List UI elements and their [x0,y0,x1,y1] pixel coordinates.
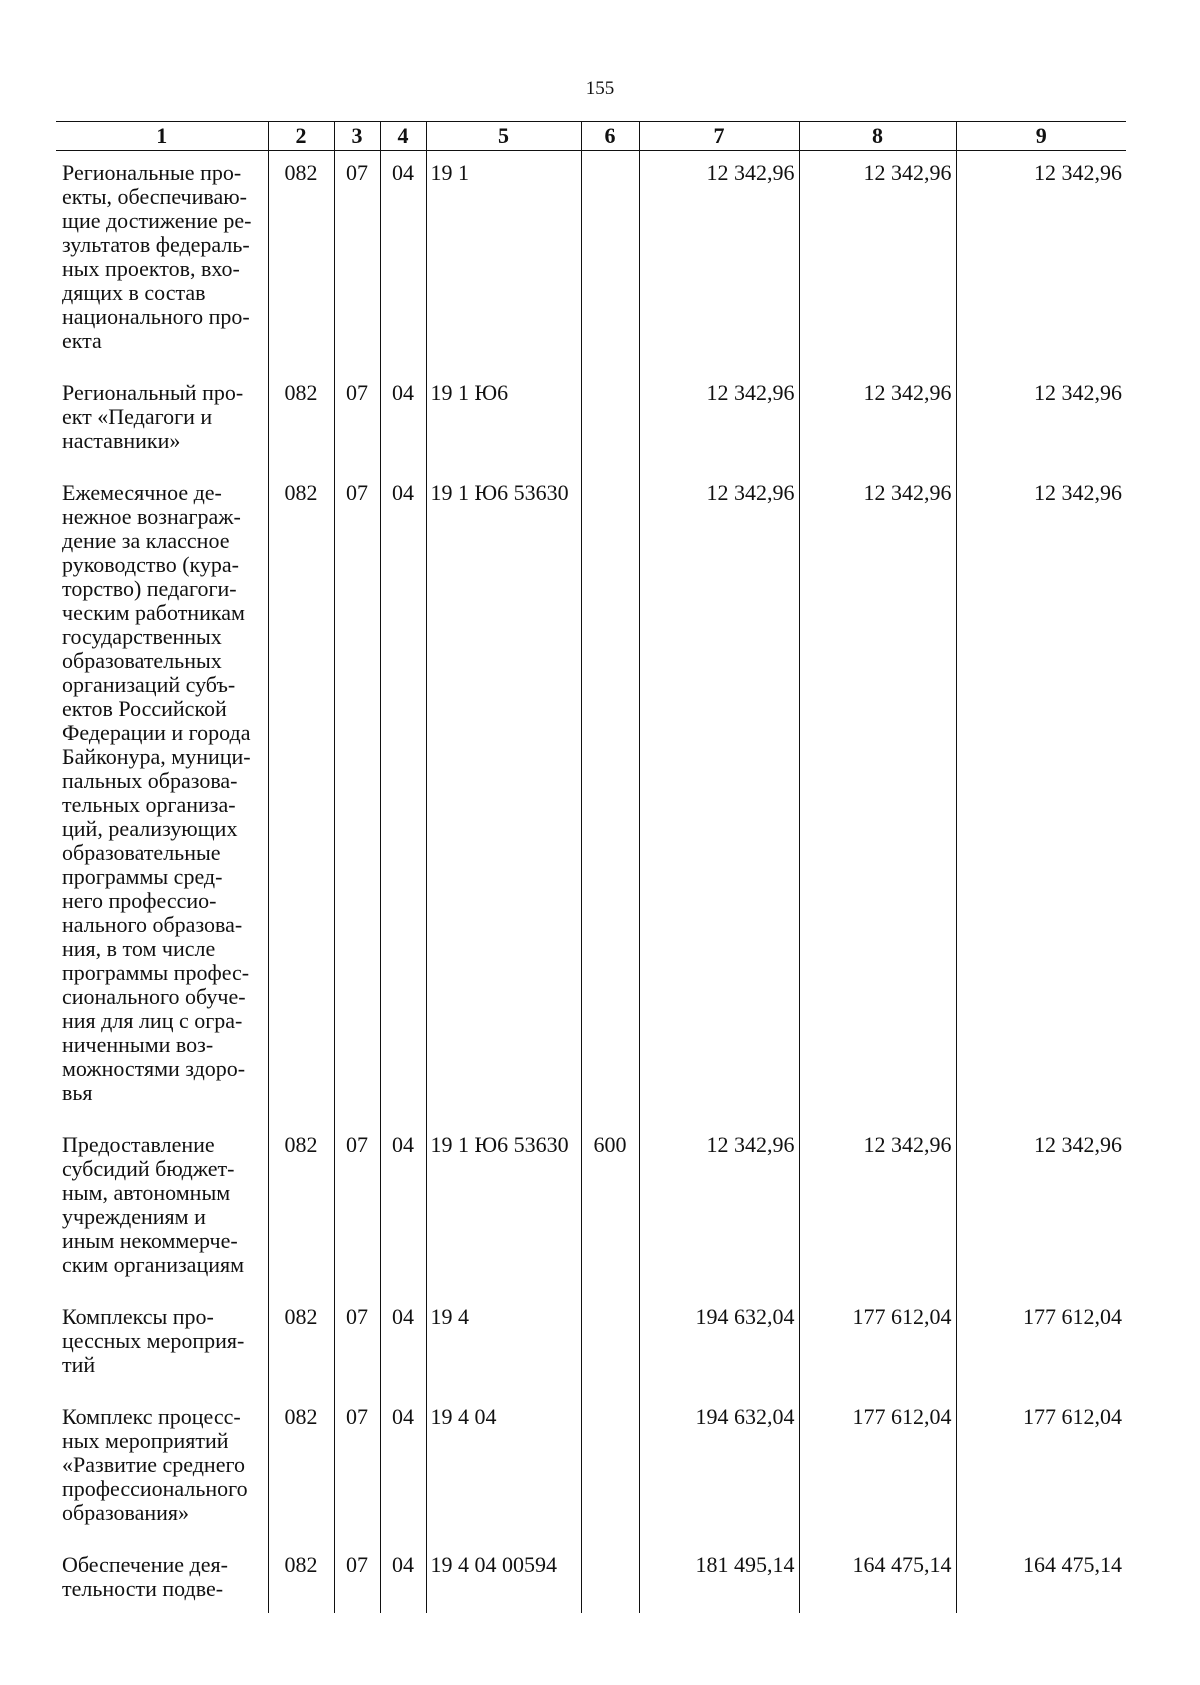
row-name: Региональный про- ект «Педагоги и наставники» [62,380,244,453]
expense-type-code [581,151,639,372]
target-article-code: 19 4 04 [426,1395,581,1543]
amount-year-3: 12 342,96 [956,471,1126,1123]
expense-type-code [581,1543,639,1613]
row-name: Предоставление субсидий бюджет- ным, автономным учреждениям и иным некоммерче- ским организациям [62,1132,245,1277]
amount-year-1: 12 342,96 [639,471,799,1123]
admin-code: 082 [268,1543,334,1613]
amount-year-2: 12 342,96 [799,151,956,372]
column-header-6: 6 [581,122,639,151]
column-header-1: 1 [56,122,268,151]
admin-code: 082 [268,1295,334,1395]
expense-type-code [581,471,639,1123]
row-name: Ежемесячное де- нежное вознаграж- дение за классное руководство (кура- торство) педагоги- ческим работникам государственных образовательных организаций субъ- ектов Российской Федерации и города Байконура, муници- пальных образова- тельных организа- ций, реализующих образовательные программы сред- него профессио- нального образова- ния, в том числе программы профес- сионального обуче- ния для лиц с огра- ниченными воз- можностями здоро- вья [62,480,251,1105]
section-code: 07 [334,151,380,372]
row-name: Региональные про- екты, обеспечиваю- щие достижение ре- зультатов федераль- ных проектов, вхо- дящих в состав национального про- екта [62,160,252,353]
row-name: Комплекс процесс- ных мероприятий «Развитие среднего профессионального образования» [62,1404,248,1525]
subsection-code: 04 [380,371,426,471]
amount-year-1: 194 632,04 [639,1295,799,1395]
target-article-code: 19 4 04 00594 [426,1543,581,1613]
section-code: 07 [334,1123,380,1295]
target-article-code: 19 4 [426,1295,581,1395]
column-header-7: 7 [639,122,799,151]
table-row [56,1123,1126,1295]
section-code: 07 [334,471,380,1123]
amount-year-3: 164 475,14 [956,1543,1126,1613]
amount-year-1: 12 342,96 [639,151,799,372]
amount-year-3: 177 612,04 [956,1295,1126,1395]
header-row [56,122,1126,151]
subsection-code: 04 [380,1123,426,1295]
column-header-5: 5 [426,122,581,151]
target-article-code: 19 1 Ю6 53630 [426,471,581,1123]
subsection-code: 04 [380,1295,426,1395]
section-code: 07 [334,1395,380,1543]
column-header-8: 8 [799,122,956,151]
table-row [56,1543,1126,1613]
row-name: Обеспечение дея- тельности подве- [62,1552,228,1601]
expense-type-code: 600 [581,1123,639,1295]
section-code: 07 [334,1295,380,1395]
target-article-code: 19 1 Ю6 53630 [426,1123,581,1295]
column-header-3: 3 [334,122,380,151]
amount-year-1: 194 632,04 [639,1395,799,1543]
target-article-code: 19 1 [426,151,581,372]
amount-year-2: 177 612,04 [799,1395,956,1543]
table-header [56,122,1126,151]
admin-code: 082 [268,471,334,1123]
expense-type-code [581,371,639,471]
section-code: 07 [334,371,380,471]
page-number: 155 [585,78,615,99]
table-body [56,151,1126,1614]
amount-year-1: 181 495,14 [639,1543,799,1613]
table-row [56,371,1126,471]
amount-year-3: 12 342,96 [956,371,1126,471]
amount-year-2: 177 612,04 [799,1295,956,1395]
table-row [56,1295,1126,1395]
amount-year-3: 177 612,04 [956,1395,1126,1543]
amount-year-2: 12 342,96 [799,1123,956,1295]
subsection-code: 04 [380,151,426,372]
expense-type-code [581,1395,639,1543]
table-row [56,151,1126,372]
subsection-code: 04 [380,1395,426,1543]
column-header-4: 4 [380,122,426,151]
admin-code: 082 [268,1123,334,1295]
admin-code: 082 [268,1395,334,1543]
row-name: Комплексы про- цессных мероприя- тий [62,1304,245,1377]
amount-year-3: 12 342,96 [956,151,1126,372]
subsection-code: 04 [380,1543,426,1613]
table-row [56,1395,1126,1543]
amount-year-1: 12 342,96 [639,1123,799,1295]
amount-year-2: 12 342,96 [799,371,956,471]
column-header-2: 2 [268,122,334,151]
amount-year-3: 12 342,96 [956,1123,1126,1295]
expense-type-code [581,1295,639,1395]
section-code: 07 [334,1543,380,1613]
admin-code: 082 [268,151,334,372]
admin-code: 082 [268,371,334,471]
budget-table [56,121,1126,1613]
amount-year-1: 12 342,96 [639,371,799,471]
target-article-code: 19 1 Ю6 [426,371,581,471]
column-header-9: 9 [956,122,1126,151]
subsection-code: 04 [380,471,426,1123]
amount-year-2: 164 475,14 [799,1543,956,1613]
table-row [56,471,1126,1123]
amount-year-2: 12 342,96 [799,471,956,1123]
